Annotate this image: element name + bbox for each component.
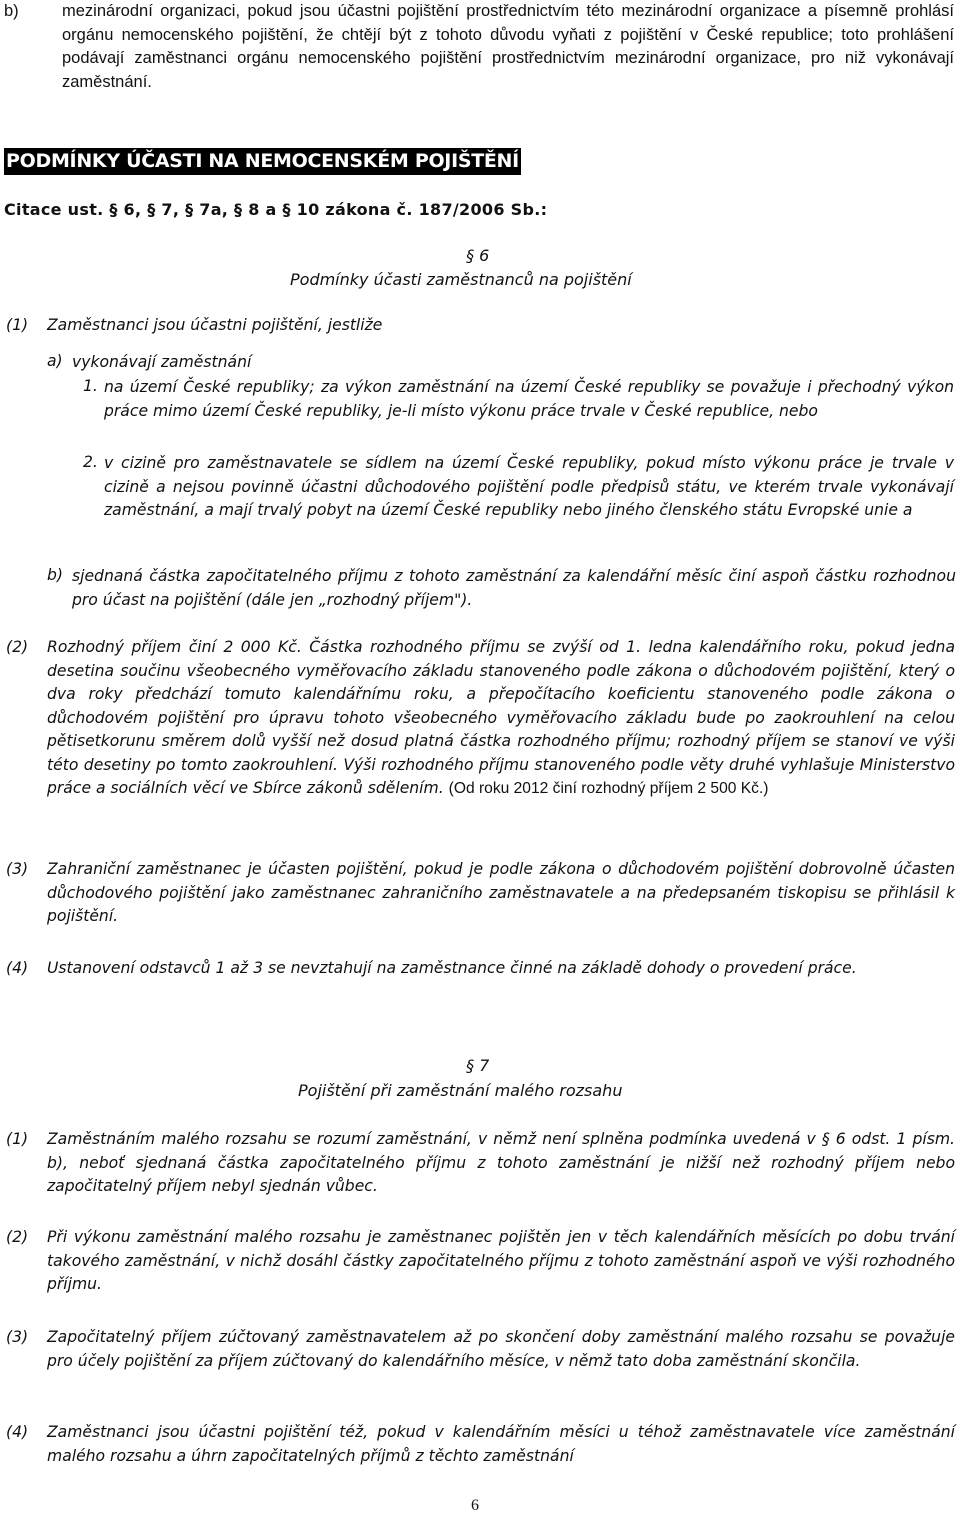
s6-b-text: sjednaná částka započitatelného příjmu z tohoto zaměstnání za kalendářní měsíc činí aspoň částku rozhodnou pro účast na pojištění (dále jen „rozhodný příjem").: [72, 567, 956, 609]
s6-p3-number: (3): [6, 860, 29, 878]
s7-p2-text: Při výkonu zaměstnání malého rozsahu je zaměstnanec pojištěn jen v těch kalendářních měsících po dobu trvání takového zaměstnání, v nichž dosáhl částky započitatelného příjmu z tohoto zaměstnání aspoň ve výši rozhodného příjmu.: [47, 1228, 955, 1293]
s6-p4-text: Ustanovení odstavců 1 až 3 se nevztahují na zaměstnance činné na základě dohody o provedení práce.: [47, 959, 857, 977]
s7-p4-text: Zaměstnanci jsou účastni pojištění též, pokud v kalendářním měsíci u téhož zaměstnavatele více zaměstnání malého rozsahu a úhrn započitatelných příjmů z těchto zaměstnání: [47, 1423, 955, 1465]
section-6-mark: § 6: [466, 246, 490, 265]
section-7-mark: § 7: [466, 1056, 490, 1075]
s6-a2-text: v cizině pro zaměstnavatele se sídlem na území České republiky, pokud místo výkonu práce je trvale v cizině a nejsou povinně účastni důchodového pojištění podle předpisů státu, ve kterém trvale vykonávají zaměstnání, a mají trvalý pobyt na území České republiky nebo jiného členského státu Evropské unie a: [104, 454, 954, 519]
s6-a-label: a): [47, 352, 63, 370]
s7-p1-number: (1): [6, 1130, 29, 1148]
s6-p2-number: (2): [6, 638, 29, 656]
s6-b-label: b): [47, 566, 63, 584]
s6-p4-number: (4): [6, 959, 29, 977]
s7-p3-text: Započitatelný příjem zúčtovaný zaměstnavatelem až po skončení doby zaměstnání malého rozsahu se považuje pro účely pojištění za příjem zúčtovaný do kalendářního měsíce, v němž tato doba zaměstnání skončila.: [47, 1328, 955, 1370]
s6-p1-intro: Zaměstnanci jsou účastni pojištění, jestliže: [47, 316, 383, 334]
section-6-title: Podmínky účasti zaměstnanců na pojištění: [290, 270, 632, 289]
s7-p3-number: (3): [6, 1328, 29, 1346]
s7-p2-number: (2): [6, 1228, 29, 1246]
s6-p2-note: (Od roku 2012 činí rozhodný příjem 2 500 Kč.): [448, 780, 769, 797]
citation-line: Citace ust. § 6, § 7, § 7a, § 8 a § 10 zákona č. 187/2006 Sb.:: [4, 200, 548, 219]
section-7-title: Pojištění při zaměstnání malého rozsahu: [298, 1081, 623, 1100]
s6-a1-number: 1.: [83, 377, 98, 395]
section-heading: [4, 148, 521, 175]
s7-p4-number: (4): [6, 1423, 29, 1441]
s6-a-text: vykonávají zaměstnání: [72, 353, 252, 371]
s6-p2-text: [47, 636, 955, 801]
s6-a2-number: 2.: [83, 453, 98, 471]
page-number: 6: [471, 1497, 479, 1514]
intro-text: mezinárodní organizaci, pokud jsou účastni pojištění prostřednictvím této mezinárodní organizace a písemně prohlásí orgánu nemocenského pojištění, že chtějí být z tohoto důvodu vyňati z pojištění v České republice; toto prohlášení podávají zaměstnanci orgánu nemocenského pojištění prostřednictvím mezinárodní organizace, pro niž vykonávají zaměstnání.: [62, 2, 954, 91]
section-heading-text: PODMÍNKY ÚČASTI NA NEMOCENSKÉM POJIŠTĚNÍ: [6, 150, 519, 172]
s6-p2-body: Rozhodný příjem činí 2 000 Kč. Částka rozhodného příjmu se zvýší od 1. ledna kalendářního roku, pokud jedna desetina součinu všeobecného vyměřovacího základu stanoveného podle zákona o důchodovém pojištění, který o dva roky předchází tomuto kalendářnímu roku, a přepočítacího koeficientu stanoveného podle zákona o důchodovém pojištění pro úpravu tohoto všeobecného vyměřovacího základu bude po zaokrouhlení na celou pětisetkorunu směrem dolů vyšší než dosud platná částka rozhodného příjmu; rozhodný příjem se stanoví ve výši této desetiny po tomto zaokrouhlení. Výši rozhodného příjmu stanoveného podle věty druhé vyhlašuje Ministerstvo práce a sociálních věcí ve Sbírce zákonů sdělením.: [47, 638, 955, 797]
intro-label: b): [4, 2, 19, 20]
s6-p1-number: (1): [6, 316, 29, 334]
s7-p1-text: Zaměstnáním malého rozsahu se rozumí zaměstnání, v němž není splněna podmínka uvedená v § 6 odst. 1 písm. b), neboť sjednaná částka započitatelného příjmu z tohoto zaměstnání je nižší než rozhodný příjem nebo započitatelný příjem nebyl sjednán vůbec.: [47, 1130, 955, 1195]
s6-a1-text: na území České republiky; za výkon zaměstnání na území České republiky se považuje i přechodný výkon práce mimo území České republiky, je-li místo výkonu práce trvale v České republice, nebo: [104, 378, 954, 420]
s6-p3-text: Zahraniční zaměstnanec je účasten pojištění, pokud je podle zákona o důchodovém pojištění dobrovolně účasten důchodového pojištění jako zaměstnanec zahraničního zaměstnavatele a na předepsaném tiskopisu se přihlásil k pojištění.: [47, 860, 955, 925]
